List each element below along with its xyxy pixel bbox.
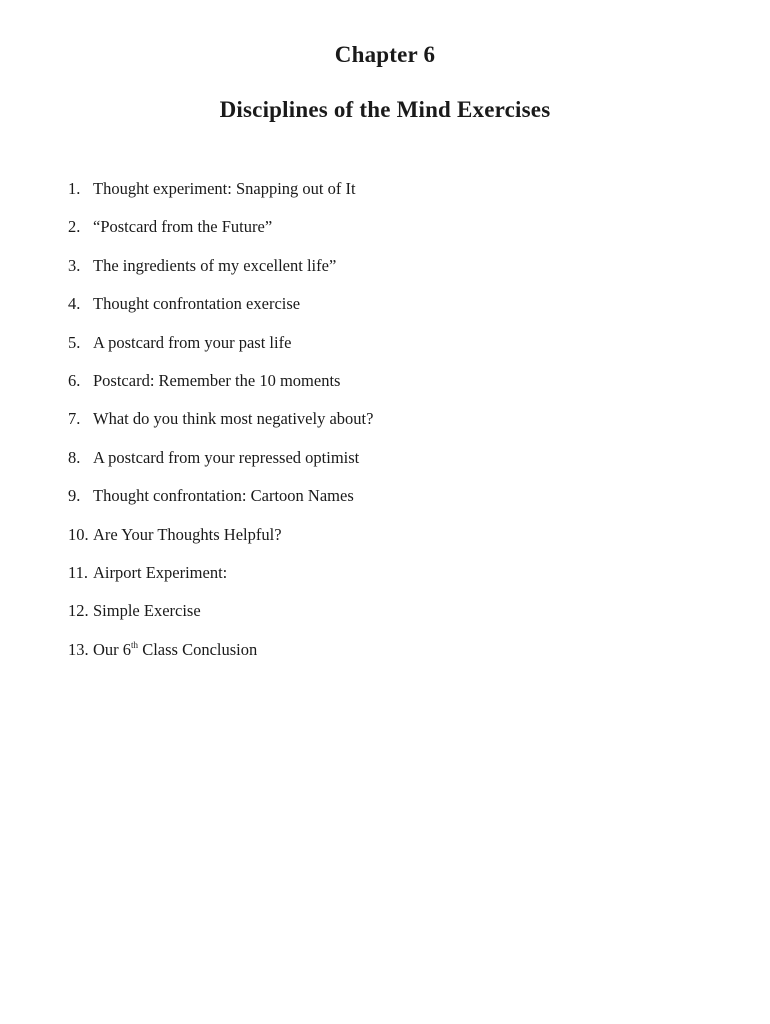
- list-item: [68, 639, 373, 677]
- chapter-title: Chapter 6: [334, 42, 436, 67]
- list-item: [68, 524, 373, 562]
- item-text: The ingredients of my excellent life”: [93, 255, 337, 275]
- item-text: A postcard from your repressed optimist: [93, 447, 360, 467]
- item-number: 6.: [68, 370, 81, 390]
- item-number: 12.: [68, 601, 89, 621]
- item-text: A postcard from your past life: [93, 332, 292, 352]
- item-number: 13.: [68, 639, 89, 659]
- list-item: [68, 447, 373, 485]
- list-item: [68, 600, 373, 638]
- list-item: [68, 216, 373, 254]
- list-item: [68, 178, 373, 216]
- section-title: Disciplines of the Mind Exercises: [219, 97, 551, 122]
- exercise-list: [68, 178, 373, 677]
- item-number: 1.: [68, 179, 81, 198]
- item-number: 7.: [68, 409, 81, 429]
- item-number: 3.: [68, 255, 81, 275]
- item-text: Airport Experiment:: [93, 562, 228, 582]
- item-text: Are Your Thoughts Helpful?: [93, 524, 282, 544]
- item-number: 9.: [68, 486, 81, 506]
- item-number: 10.: [68, 524, 89, 544]
- item-text: [93, 640, 257, 659]
- item-text: Simple Exercise: [93, 601, 201, 621]
- item-text: Thought confrontation exercise: [93, 294, 301, 314]
- ordinal-suffix: th: [131, 639, 139, 650]
- item-number: 2.: [68, 217, 81, 237]
- item-text: Postcard: Remember the 10 moments: [93, 370, 341, 390]
- item-text-before: Our 6: [93, 639, 132, 659]
- item-number: 11.: [68, 562, 89, 582]
- list-item: [68, 562, 373, 600]
- list-item: [68, 332, 373, 370]
- item-text: Thought confrontation: Cartoon Names: [93, 486, 354, 506]
- item-text: What do you think most negatively about?: [93, 409, 374, 429]
- item-number: 5.: [68, 332, 81, 352]
- list-item: [68, 293, 373, 331]
- item-text: “Postcard from the Future”: [93, 217, 273, 237]
- list-item: [68, 408, 373, 446]
- item-number: 4.: [68, 294, 81, 314]
- item-text: Thought experiment: Snapping out of It: [93, 179, 356, 198]
- list-item: [68, 485, 373, 523]
- item-text-after: Class Conclusion: [138, 639, 258, 659]
- list-item: [68, 370, 373, 408]
- list-item: [68, 255, 373, 293]
- item-number: 8.: [68, 447, 81, 467]
